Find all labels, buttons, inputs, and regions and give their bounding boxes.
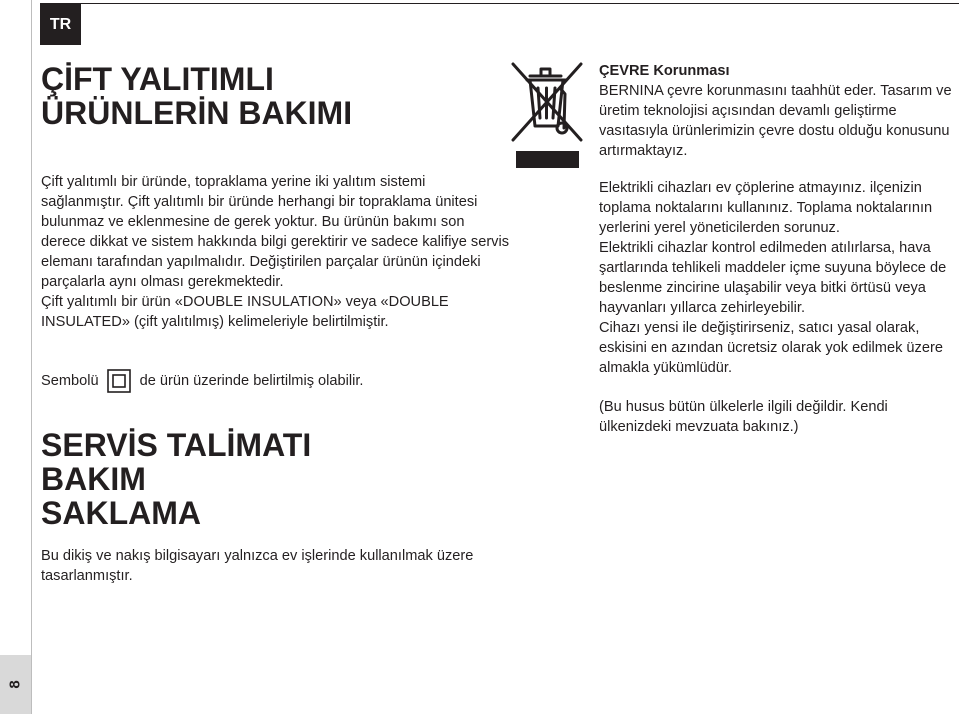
symbol-line bbox=[41, 367, 511, 395]
side-margin-rule bbox=[31, 0, 32, 714]
usage-text bbox=[41, 546, 511, 586]
environment-text bbox=[599, 81, 959, 161]
heading-1-line-2: ÜRÜNLERİN BAKIMI bbox=[41, 95, 353, 131]
paragraph-insulation-2: Çift yalıtımlı bir ürün «DOUBLE INSULATION» veya «DOUBLE INSULATED» (çift yalıtılmış) kelimeleriyle belirtilmiştir. bbox=[41, 294, 449, 330]
paragraph-insulation-1: Çift yalıtımlı bir üründe, topraklama yerine iki yalıtım sistemi sağlanmıştır. Çift yalıtımlı bir üründe herhangi bir topraklama ünitesi bulunmaz ve eklenmesine de gerek yoktur. Bu ürünün bakımı son derece dikkat ve sistem hakkında bilgi gerektirir ve sadece kalifiye servis elemanı tarafından yapılmalıdır. Değiştirilen parçalar ürünün içindeki parçalarla aynı olması gerekmektedir. bbox=[41, 174, 510, 290]
paragraph-disposal-2: Elektrikli cihazlar kontrol edilmeden atılırlarsa, hava şartlarında tehlikeli maddeler içme suyuna böylece de beslenme zincirine ulaşabilir veya bitki örtüsü veya hayvanları yıllarca zehirleyebilir. bbox=[599, 240, 947, 316]
crossed-out-wheelie-bin-icon bbox=[510, 60, 585, 170]
heading-2-line-2: BAKIM bbox=[41, 461, 146, 497]
page-number-tab bbox=[0, 655, 31, 714]
paragraph-environment: BERNINA çevre korunmasını taahhüt eder. Tasarım ve üretim teknolojisi açısından devamlı geliştirme vasıtasıyla ürünlerimizin çevre dostu olduğu konusunu artırmaktayız. bbox=[599, 83, 952, 159]
double-insulation-text bbox=[41, 172, 511, 332]
symbol-prefix: Sembolü bbox=[41, 373, 99, 389]
heading-service bbox=[41, 428, 461, 530]
heading-2-line-1: SERVİS TALİMATI bbox=[41, 427, 312, 463]
note-text bbox=[599, 397, 959, 437]
page-number: 8 bbox=[7, 680, 24, 689]
heading-2-line-3: SAKLAMA bbox=[41, 495, 201, 531]
top-rule bbox=[40, 3, 959, 4]
paragraph-disposal-3: Cihazı yensi ile değiştirirseniz, satıcı yasal olarak, eskisini en azından ücretsiz olarak yok edilmek üzere almakla yükümlüdür. bbox=[599, 320, 943, 376]
paragraph-household-use: Bu dikiş ve nakış bilgisayarı yalnızca ev işlerinde kullanılmak üzere tasarlanmıştır. bbox=[41, 548, 474, 584]
disposal-text bbox=[599, 178, 959, 378]
language-tab bbox=[40, 4, 81, 45]
language-label: TR bbox=[49, 15, 72, 33]
environment-heading: ÇEVRE Korunması bbox=[599, 63, 730, 79]
double-insulation-icon bbox=[107, 369, 131, 393]
paragraph-note: (Bu husus bütün ülkelerle ilgili değildir. Kendi ülkenizdeki mevzuata bakınız.) bbox=[599, 399, 888, 435]
heading-double-insulation bbox=[41, 62, 461, 130]
paragraph-disposal-1: Elektrikli cihazları ev çöplerine atmayınız. ilçenizin toplama noktalarını kullanınız. Toplama noktalarının yerlerini yerel yöneticilerden sorunuz. bbox=[599, 180, 933, 236]
symbol-suffix: de ürün üzerinde belirtilmiş olabilir. bbox=[139, 373, 364, 389]
heading-1-line-1: ÇİFT YALITIMLI bbox=[41, 61, 274, 97]
